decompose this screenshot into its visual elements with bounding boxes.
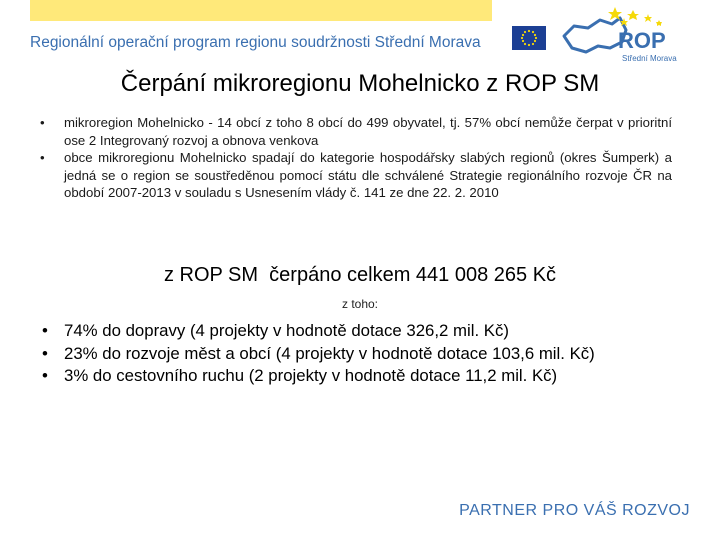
- breakdown-item: • 23% do rozvoje měst a obcí (4 projekty v hodnotě dotace 103,6 mil. Kč): [40, 343, 680, 366]
- rop-logo: [560, 6, 695, 64]
- breakdown-item: • 3% do cestovního ruchu (2 projekty v hodnotě dotace 11,2 mil. Kč): [40, 365, 680, 388]
- intro-list: [40, 114, 672, 202]
- breakdown-list: [40, 320, 680, 388]
- breakdown-item: • 74% do dopravy (4 projekty v hodnotě dotace 326,2 mil. Kč): [40, 320, 680, 343]
- page-title: Čerpání mikroregionu Mohelnicko z ROP SM: [120, 70, 600, 97]
- subtotal-label: z toho:: [341, 297, 379, 311]
- program-title: Regionální operační program regionu soudržnosti Střední Morava: [30, 34, 481, 51]
- total-amount: z ROP SM čerpáno celkem 441 008 265 Kč: [163, 264, 557, 286]
- footer-slogan: PARTNER PRO VÁŠ ROZVOJ: [459, 502, 690, 519]
- rop-logo-region: Střední Morava: [622, 54, 677, 63]
- eu-flag-icon: [512, 26, 546, 50]
- rop-logo-text: ROP: [618, 28, 666, 53]
- intro-item: • mikroregion Mohelnicko - 14 obcí z toho 8 obcí do 499 obyvatel, tj. 57% obcí nemůže čerpat v prioritní ose 2 Integrovaný rozvoj a obnova venkova: [40, 114, 672, 149]
- header-yellow-bar: [30, 0, 492, 21]
- intro-item: • obce mikroregionu Mohelnicko spadají do kategorie hospodářsky slabých regionů (okres Šumperk) a jedná se o region se soustředěnou pomocí státu dle schválené Strategie regionálního rozvoje ČR na období 2007-2013 v souladu s Usnesením vlády č. 141 ze dne 22. 2. 2010: [40, 149, 672, 202]
